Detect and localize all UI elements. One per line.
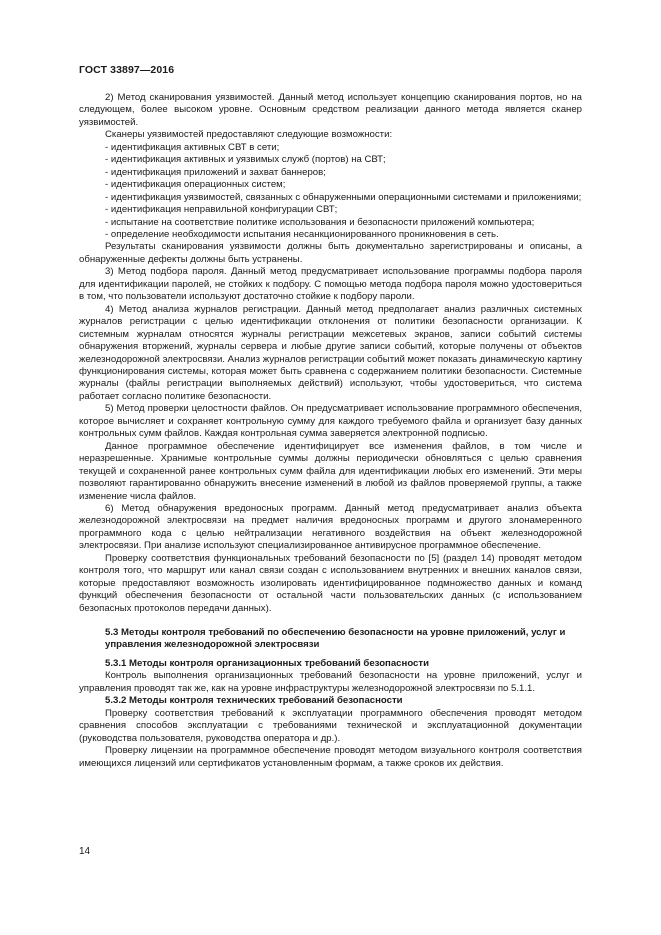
paragraph: 4) Метод анализа журналов регистрации. Данный метод предполагает анализ различных системных журналов регистрации с целью идентификации отклонения от политики безопасности организации. К системным журналам относятся журналы регистрации межсетевых экранов, записи событий системы обнаружения вторжений, журналы сервера и любые другие записи событий, которые получены от объектов железнодорожной электросвязи. Анализ журналов регистрации событий может показать динамическую картину функционирования системы, которая может быть сравнена с содержанием политики безопасности. Системные журналы (файлы регистрации выполняемых действий) используют, чтобы удостовериться, что система работает согласно политике безопасности. [79, 303, 582, 402]
paragraph: Проверку лицензии на программное обеспечение проводят методом визуального контроля соответствия имеющихся лицензий или сертификатов установленным формам, а также сроков их действия. [79, 745, 582, 769]
list-item: - испытание на соответствие политике использования и безопасности приложений компьютера; [105, 216, 535, 228]
list-item: - идентификация неправильной конфигурации СВТ; [105, 204, 338, 216]
paragraph: 5) Метод проверки целостности файлов. Он предусматривает использование программного обеспечения, которое вычисляет и сохраняет контрольную сумму для каждого требуемого файла и организует базу данных контрольных сумм файлов. Каждая контрольная сумма заверяется электронной подписью. [79, 403, 582, 440]
page-number: 14 [79, 846, 91, 857]
list-item: - идентификация активных СВТ в сети; [105, 141, 280, 153]
document-body [79, 92, 582, 770]
subsection-heading: 5.3.2 Методы контроля технических требований безопасности [105, 695, 403, 707]
paragraph: 6) Метод обнаружения вредоносных программ. Данный метод предусматривает анализ объекта железнодорожной электросвязи на предмет наличия вредоносных программ и другого злонамеренного программного кода с целью нейтрализации негативного воздействия на объект железнодорожной электросвязи. При анализе используют специализированное антивирусное программное обеспечение. [79, 502, 582, 552]
list-item: - идентификация приложений и захват баннеров; [105, 166, 326, 178]
paragraph: Данное программное обеспечение идентифицирует все изменения файлов, в том числе и неразрешенные. Хранимые контрольные суммы должны периодически обновляться с целью сравнения текущей и сохраненной ранее контрольных сумм файла для идентификации любых его изменений. Эти меры позволяют гарантированно обнаружить внесение изменений в любой из файлов проверяемой группы, а также изменение числа файлов. [79, 440, 582, 502]
paragraph: Сканеры уязвимостей предоставляют следующие возможности: [105, 129, 393, 141]
paragraph: Контроль выполнения организационных требований безопасности на уровне приложений, услуг и управления проводят так же, как на уровне инфраструктуры железнодорожной электросвязи по 5.1.1. [79, 670, 582, 694]
subsection-heading: 5.3.1 Методы контроля организационных требований безопасности [105, 657, 429, 669]
paragraph: Результаты сканирования уязвимости должны быть документально зарегистрированы и описаны, а обнаруженные дефекты должны быть устранены. [79, 241, 582, 265]
section-heading: 5.3 Методы контроля требований по обеспечению безопасности на уровне приложений, услуг и управления железнодорожной электросвязи [105, 627, 566, 651]
paragraph: Проверку соответствия требований к эксплуатации программного обеспечения проводят методом сравнения способов эксплуатации с требованиями технической и эксплуатационной документации (руководства пользователя, руководства оператора и др.). [79, 707, 582, 744]
paragraph: 3) Метод подбора пароля. Данный метод предусматривает использование программы подбора пароля для идентификации паролей, не стойких к подбору. С помощью метода подбора пароля можно удостовериться в том, что пользователи используют достаточно стойкие к подбору пароли. [79, 266, 582, 303]
document-header-title: ГОСТ 33897—2016 [79, 64, 175, 76]
list-item: - идентификация уязвимостей, связанных с обнаруженными операционными системами и приложениями; [105, 191, 582, 203]
paragraph: 2) Метод сканирования уязвимостей. Данный метод использует концепцию сканирования портов, но на следующем, более высоком уровне. Основным средством реализации данного метода является сканер уязвимостей. [79, 92, 582, 128]
list-item: - идентификация активных и уязвимых служб (портов) на СВТ; [105, 154, 386, 166]
paragraph: Проверку соответствия функциональных требований безопасности по [5] (раздел 14) проводят методом контроля того, что маршрут или канал связи создан с использованием внутренних и внешних каналов связи, которые предоставляют возможность изолировать идентифицированное подмножество данных и команд функций обеспечения безопасности от остальной части пользовательских данных (с использованием безопасных протоколов передачи данных). [79, 552, 582, 614]
list-item: - идентификация операционных систем; [105, 179, 286, 191]
list-item: - определение необходимости испытания несанкционированного проникновения в сеть. [105, 228, 499, 240]
